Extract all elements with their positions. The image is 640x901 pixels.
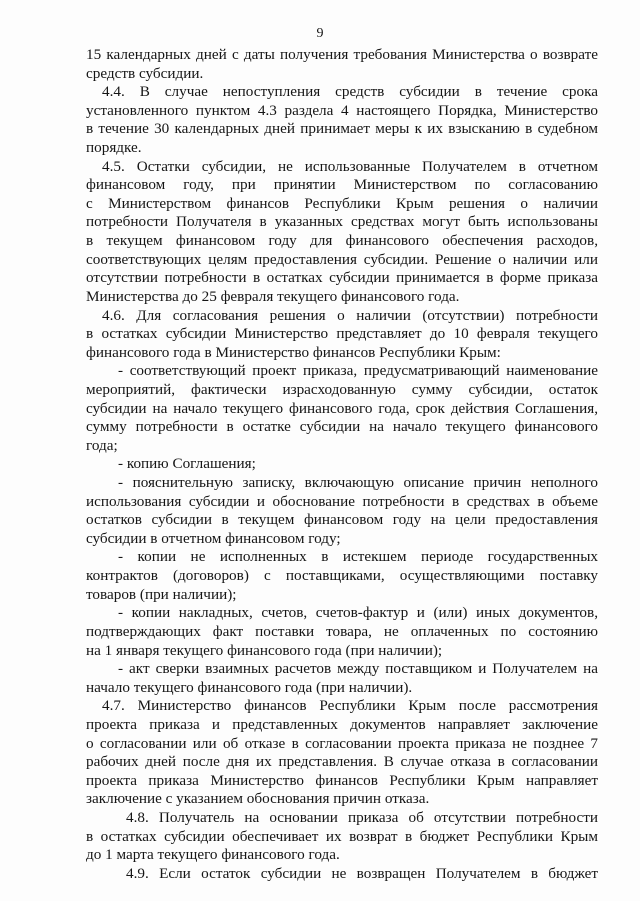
text-line: в текущем финансовом году для финансового обеспечения расходов, [86,232,598,250]
text-line: - копии накладных, счетов, счетов-фактур и (или) иных документов, [118,604,598,622]
text-line: проекта приказа и представленных документов направляет заключение [86,715,598,733]
text-line: - акт сверки взаимных расчетов между поставщиком и Получателем на [118,660,598,678]
text-line: соответствующих целям предоставления субсидии. Решение о наличии или [86,250,598,268]
text-line: - соответствующий проект приказа, предусматривающий наименование [118,362,598,380]
text-line: 4.6. Для согласования решения о наличии (отсутствии) потребности [102,306,598,324]
text-line: в остатках субсидии Министерство представляет до 10 февраля текущего [86,325,598,343]
text-line: - копию Соглашения; [118,455,256,473]
text-line: - копии не исполненных в истекшем периоде государственных [118,548,598,566]
text-line: мероприятий, фактически израсходованную сумму субсидии, остаток [86,380,598,398]
text-line: 4.9. Если остаток субсидии не возвращен Получателем в бюджет [126,864,598,882]
body-text [86,46,598,883]
text-line: установленного пунктом 4.3 раздела 4 настоящего Порядка, Министерство [86,101,598,119]
text-line: отсутствии потребности в остатках субсидии принимается в форме приказа [86,269,598,287]
text-line: рабочих дней после дня их представления. В случае отказа в согласовании [86,753,598,771]
text-line: в остатках субсидии обеспечивает их возврат в бюджет Республики Крым [86,827,598,845]
text-line: 4.7. Министерство финансов Республики Крым после рассмотрения [102,697,598,715]
text-line: субсидии на начало текущего финансового года, срок действия Соглашения, [86,399,598,417]
text-line: года; [86,436,118,454]
text-line: потребности Получателя в указанных средствах могут быть использованы [86,213,598,231]
text-line: на 1 января текущего финансового года (при наличии); [86,641,443,659]
text-line: финансовом году, при принятии Министерством по согласованию [86,176,598,194]
text-line: подтверждающих факт поставки товара, не оплаченных по состоянию [86,622,598,640]
text-line: сумму потребности в остатке субсидии на начало текущего финансового [86,418,598,436]
text-line: о согласовании или об отказе в согласовании проекта приказа не позднее 7 [86,734,598,752]
text-line: до 1 марта текущего финансового года. [86,846,340,864]
text-line: субсидии в отчетном финансовом году; [86,529,341,547]
text-line: - пояснительную записку, включающую описание причин неполного [118,474,598,492]
text-line: контрактов (договоров) с поставщиками, осуществляющими поставку [86,567,598,585]
text-line: начало текущего финансового года (при наличии). [86,678,413,696]
text-line: остатков субсидии в текущем финансовом году на цели предоставления [86,511,598,529]
page-number: 9 [316,26,324,41]
text-line: Министерства до 25 февраля текущего финансового года. [86,287,460,305]
text-line: в течение 30 календарных дней принимает меры к их взысканию в судебном [86,120,598,138]
text-line: 4.5. Остатки субсидии, не использованные Получателем в отчетном [102,157,598,175]
text-line: 15 календарных дней с даты получения требования Министерства о возврате [86,46,598,63]
text-line: 4.8. Получатель на основании приказа об отсутствии потребности [126,808,598,826]
text-line: порядке. [86,139,142,157]
text-line: 4.4. В случае непоступления средств субсидии в течение срока [102,83,598,101]
text-line: с Министерством финансов Республики Крым решения о наличии [86,194,598,212]
text-line: средств субсидии. [86,64,204,82]
text-line: использования субсидии и обоснование потребности в средствах в объеме [86,492,598,510]
text-line: проекта приказа Министерство финансов Республики Крым направляет [86,771,598,789]
text-line: заключение с указанием обоснования причин отказа. [86,790,430,808]
text-line: товаров (при наличии); [86,585,237,603]
text-line: финансового года в Министерство финансов Республики Крым: [86,343,501,361]
